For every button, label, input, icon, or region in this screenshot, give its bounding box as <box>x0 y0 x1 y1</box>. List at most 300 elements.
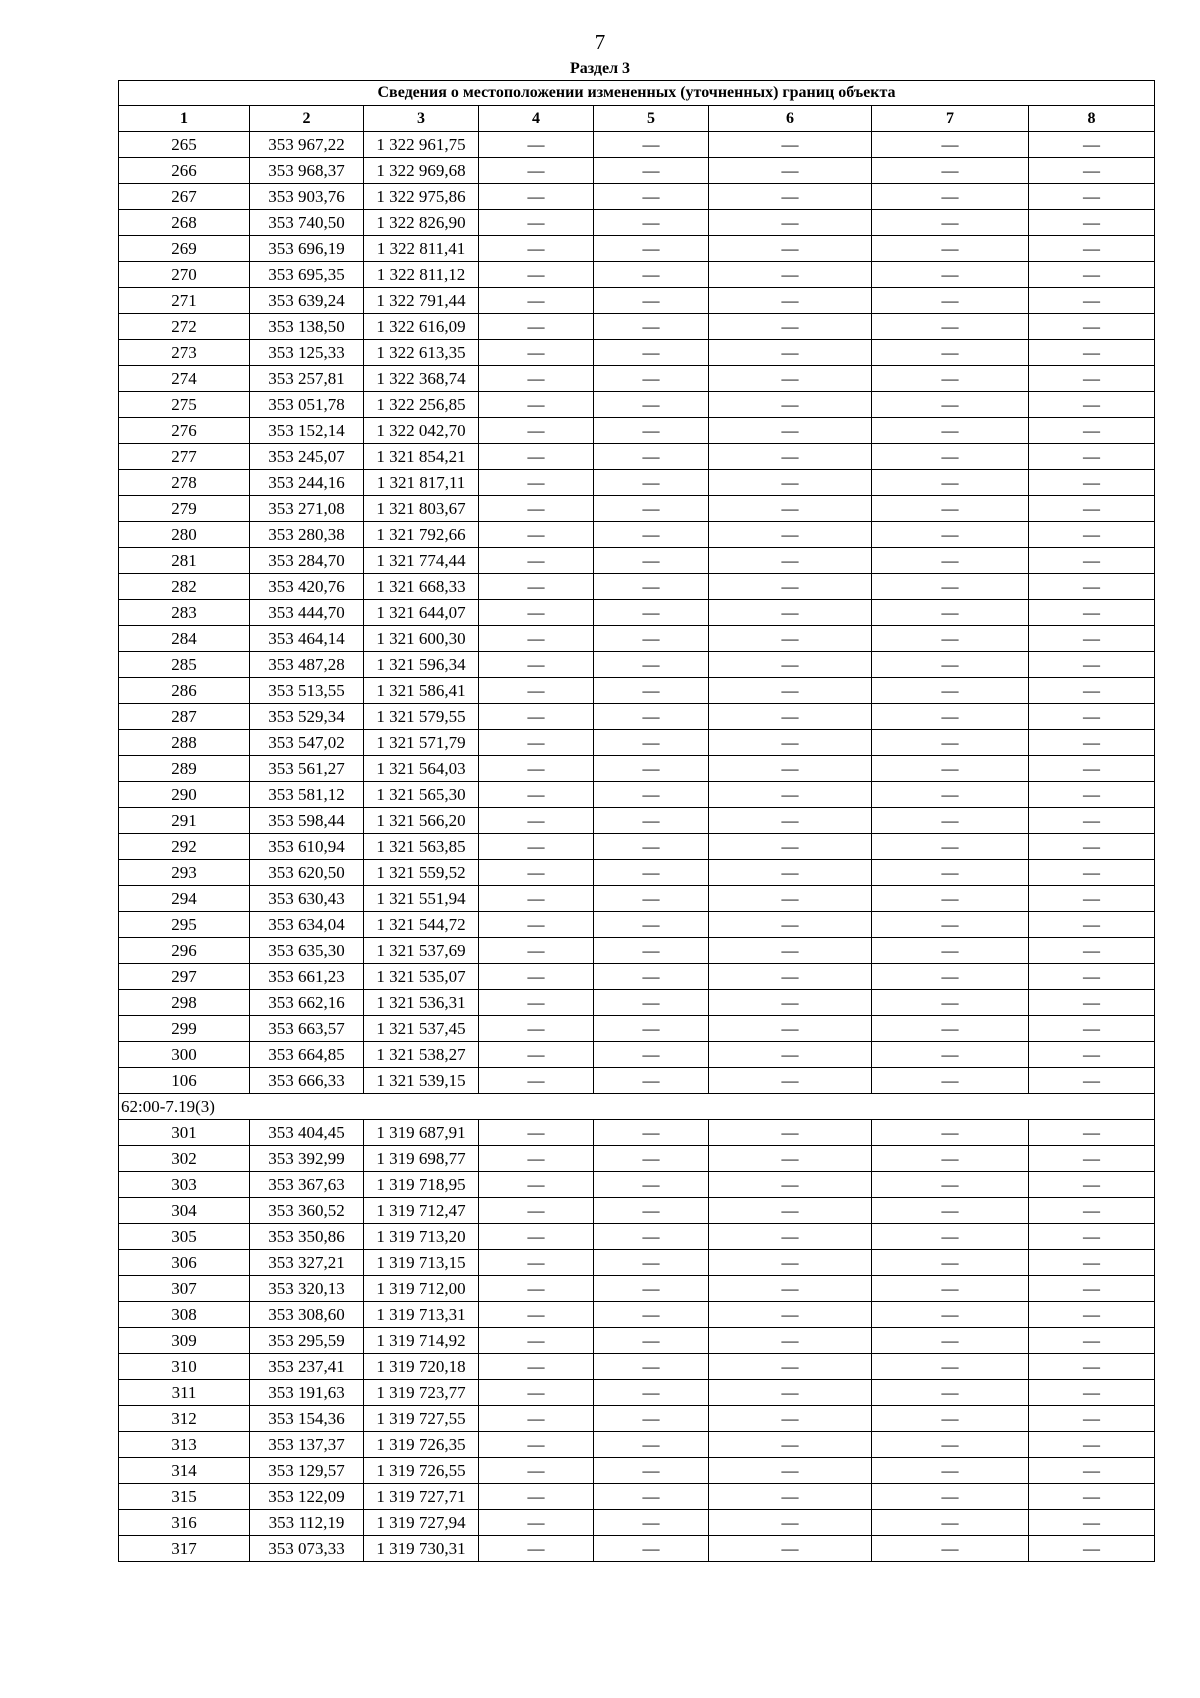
point-number-cell: 310 <box>119 1354 250 1380</box>
empty-mark-cell: — <box>594 990 709 1016</box>
table-body <box>119 132 1155 1562</box>
point-number-cell: 303 <box>119 1172 250 1198</box>
empty-mark-cell: — <box>709 1120 872 1146</box>
empty-mark-cell: — <box>1029 600 1155 626</box>
empty-mark-cell: — <box>709 600 872 626</box>
empty-mark-cell: — <box>709 1354 872 1380</box>
table-row <box>119 600 1155 626</box>
empty-mark-cell: — <box>1029 1536 1155 1562</box>
empty-mark-cell: — <box>872 964 1029 990</box>
empty-mark-cell: — <box>872 340 1029 366</box>
x-coordinate-cell: 353 360,52 <box>250 1198 364 1224</box>
empty-mark-cell: — <box>594 1406 709 1432</box>
point-number-cell: 307 <box>119 1276 250 1302</box>
empty-mark-cell: — <box>872 1536 1029 1562</box>
x-coordinate-cell: 353 051,78 <box>250 392 364 418</box>
column-number: 4 <box>479 106 594 132</box>
empty-mark-cell: — <box>594 444 709 470</box>
empty-mark-cell: — <box>479 1042 594 1068</box>
table-row <box>119 184 1155 210</box>
y-coordinate-cell: 1 319 713,20 <box>364 1224 479 1250</box>
empty-mark-cell: — <box>709 1068 872 1094</box>
point-number-cell: 309 <box>119 1328 250 1354</box>
x-coordinate-cell: 353 284,70 <box>250 548 364 574</box>
empty-mark-cell: — <box>594 808 709 834</box>
point-number-cell: 272 <box>119 314 250 340</box>
y-coordinate-cell: 1 319 713,31 <box>364 1302 479 1328</box>
column-number: 6 <box>709 106 872 132</box>
empty-mark-cell: — <box>872 1458 1029 1484</box>
empty-mark-cell: — <box>1029 158 1155 184</box>
empty-mark-cell: — <box>479 236 594 262</box>
table-row <box>119 158 1155 184</box>
empty-mark-cell: — <box>709 1302 872 1328</box>
empty-mark-cell: — <box>1029 522 1155 548</box>
empty-mark-cell: — <box>709 158 872 184</box>
empty-mark-cell: — <box>872 678 1029 704</box>
empty-mark-cell: — <box>479 574 594 600</box>
empty-mark-cell: — <box>872 704 1029 730</box>
y-coordinate-cell: 1 321 566,20 <box>364 808 479 834</box>
x-coordinate-cell: 353 073,33 <box>250 1536 364 1562</box>
table-caption: Сведения о местоположении измененных (уточненных) границ объекта <box>119 81 1155 106</box>
empty-mark-cell: — <box>594 626 709 652</box>
table-row <box>119 1484 1155 1510</box>
x-coordinate-cell: 353 154,36 <box>250 1406 364 1432</box>
empty-mark-cell: — <box>872 366 1029 392</box>
y-coordinate-cell: 1 319 727,55 <box>364 1406 479 1432</box>
x-coordinate-cell: 353 639,24 <box>250 288 364 314</box>
empty-mark-cell: — <box>594 1354 709 1380</box>
empty-mark-cell: — <box>709 1458 872 1484</box>
point-number-cell: 290 <box>119 782 250 808</box>
empty-mark-cell: — <box>594 912 709 938</box>
y-coordinate-cell: 1 319 687,91 <box>364 1120 479 1146</box>
x-coordinate-cell: 353 237,41 <box>250 1354 364 1380</box>
empty-mark-cell: — <box>872 574 1029 600</box>
empty-mark-cell: — <box>709 756 872 782</box>
empty-mark-cell: — <box>709 1172 872 1198</box>
point-number-cell: 287 <box>119 704 250 730</box>
empty-mark-cell: — <box>594 210 709 236</box>
y-coordinate-cell: 1 321 564,03 <box>364 756 479 782</box>
point-number-cell: 284 <box>119 626 250 652</box>
table-row <box>119 1458 1155 1484</box>
y-coordinate-cell: 1 321 600,30 <box>364 626 479 652</box>
y-coordinate-cell: 1 321 803,67 <box>364 496 479 522</box>
empty-mark-cell: — <box>1029 652 1155 678</box>
empty-mark-cell: — <box>594 132 709 158</box>
column-number-row <box>119 106 1155 132</box>
table-row <box>119 1328 1155 1354</box>
y-coordinate-cell: 1 321 565,30 <box>364 782 479 808</box>
empty-mark-cell: — <box>479 1406 594 1432</box>
x-coordinate-cell: 353 634,04 <box>250 912 364 938</box>
y-coordinate-cell: 1 321 579,55 <box>364 704 479 730</box>
empty-mark-cell: — <box>709 1432 872 1458</box>
x-coordinate-cell: 353 663,57 <box>250 1016 364 1042</box>
table-row <box>119 912 1155 938</box>
table-row <box>119 652 1155 678</box>
empty-mark-cell: — <box>594 392 709 418</box>
empty-mark-cell: — <box>479 210 594 236</box>
empty-mark-cell: — <box>479 1484 594 1510</box>
empty-mark-cell: — <box>1029 1510 1155 1536</box>
empty-mark-cell: — <box>872 236 1029 262</box>
empty-mark-cell: — <box>594 730 709 756</box>
point-number-cell: 283 <box>119 600 250 626</box>
empty-mark-cell: — <box>479 1198 594 1224</box>
empty-mark-cell: — <box>479 262 594 288</box>
empty-mark-cell: — <box>479 1146 594 1172</box>
empty-mark-cell: — <box>479 860 594 886</box>
empty-mark-cell: — <box>479 366 594 392</box>
table-row <box>119 1250 1155 1276</box>
empty-mark-cell: — <box>872 730 1029 756</box>
empty-mark-cell: — <box>872 1328 1029 1354</box>
empty-mark-cell: — <box>872 1380 1029 1406</box>
x-coordinate-cell: 353 295,59 <box>250 1328 364 1354</box>
table-row <box>119 1406 1155 1432</box>
y-coordinate-cell: 1 322 826,90 <box>364 210 479 236</box>
empty-mark-cell: — <box>709 1146 872 1172</box>
empty-mark-cell: — <box>1029 756 1155 782</box>
table-row <box>119 938 1155 964</box>
empty-mark-cell: — <box>872 314 1029 340</box>
point-number-cell: 312 <box>119 1406 250 1432</box>
empty-mark-cell: — <box>479 808 594 834</box>
point-number-cell: 280 <box>119 522 250 548</box>
empty-mark-cell: — <box>479 652 594 678</box>
empty-mark-cell: — <box>479 1120 594 1146</box>
point-number-cell: 276 <box>119 418 250 444</box>
empty-mark-cell: — <box>479 288 594 314</box>
point-number-cell: 278 <box>119 470 250 496</box>
empty-mark-cell: — <box>594 1276 709 1302</box>
x-coordinate-cell: 353 125,33 <box>250 340 364 366</box>
empty-mark-cell: — <box>1029 392 1155 418</box>
empty-mark-cell: — <box>479 444 594 470</box>
x-coordinate-cell: 353 661,23 <box>250 964 364 990</box>
point-number-cell: 308 <box>119 1302 250 1328</box>
empty-mark-cell: — <box>479 990 594 1016</box>
empty-mark-cell: — <box>479 1380 594 1406</box>
point-number-cell: 315 <box>119 1484 250 1510</box>
point-number-cell: 316 <box>119 1510 250 1536</box>
empty-mark-cell: — <box>709 1484 872 1510</box>
empty-mark-cell: — <box>709 834 872 860</box>
empty-mark-cell: — <box>872 288 1029 314</box>
empty-mark-cell: — <box>479 548 594 574</box>
empty-mark-cell: — <box>709 678 872 704</box>
empty-mark-cell: — <box>479 158 594 184</box>
point-number-cell: 300 <box>119 1042 250 1068</box>
y-coordinate-cell: 1 321 537,45 <box>364 1016 479 1042</box>
x-coordinate-cell: 353 392,99 <box>250 1146 364 1172</box>
empty-mark-cell: — <box>709 626 872 652</box>
empty-mark-cell: — <box>872 600 1029 626</box>
y-coordinate-cell: 1 322 613,35 <box>364 340 479 366</box>
empty-mark-cell: — <box>872 860 1029 886</box>
empty-mark-cell: — <box>709 1380 872 1406</box>
empty-mark-cell: — <box>709 470 872 496</box>
x-coordinate-cell: 353 464,14 <box>250 626 364 652</box>
empty-mark-cell: — <box>1029 1276 1155 1302</box>
x-coordinate-cell: 353 444,70 <box>250 600 364 626</box>
empty-mark-cell: — <box>709 392 872 418</box>
empty-mark-cell: — <box>709 1250 872 1276</box>
column-number: 2 <box>250 106 364 132</box>
empty-mark-cell: — <box>594 1224 709 1250</box>
empty-mark-cell: — <box>1029 834 1155 860</box>
empty-mark-cell: — <box>1029 418 1155 444</box>
empty-mark-cell: — <box>872 418 1029 444</box>
empty-mark-cell: — <box>709 366 872 392</box>
empty-mark-cell: — <box>1029 574 1155 600</box>
point-number-cell: 295 <box>119 912 250 938</box>
table-row <box>119 860 1155 886</box>
empty-mark-cell: — <box>1029 470 1155 496</box>
empty-mark-cell: — <box>594 1328 709 1354</box>
empty-mark-cell: — <box>479 496 594 522</box>
table-row <box>119 314 1155 340</box>
empty-mark-cell: — <box>594 1068 709 1094</box>
empty-mark-cell: — <box>872 1354 1029 1380</box>
empty-mark-cell: — <box>709 262 872 288</box>
point-number-cell: 291 <box>119 808 250 834</box>
empty-mark-cell: — <box>479 600 594 626</box>
page-number: 7 <box>594 30 606 54</box>
empty-mark-cell: — <box>594 1172 709 1198</box>
empty-mark-cell: — <box>1029 990 1155 1016</box>
empty-mark-cell: — <box>709 210 872 236</box>
table-row <box>119 1302 1155 1328</box>
y-coordinate-cell: 1 322 042,70 <box>364 418 479 444</box>
empty-mark-cell: — <box>709 964 872 990</box>
empty-mark-cell: — <box>872 1120 1029 1146</box>
empty-mark-cell: — <box>594 1302 709 1328</box>
y-coordinate-cell: 1 319 712,47 <box>364 1198 479 1224</box>
empty-mark-cell: — <box>709 496 872 522</box>
y-coordinate-cell: 1 319 720,18 <box>364 1354 479 1380</box>
y-coordinate-cell: 1 319 713,15 <box>364 1250 479 1276</box>
empty-mark-cell: — <box>594 184 709 210</box>
empty-mark-cell: — <box>709 288 872 314</box>
empty-mark-cell: — <box>872 626 1029 652</box>
empty-mark-cell: — <box>594 938 709 964</box>
table-row <box>119 990 1155 1016</box>
empty-mark-cell: — <box>594 1042 709 1068</box>
empty-mark-cell: — <box>479 1302 594 1328</box>
empty-mark-cell: — <box>479 1250 594 1276</box>
table-row <box>119 704 1155 730</box>
empty-mark-cell: — <box>1029 1120 1155 1146</box>
empty-mark-cell: — <box>709 418 872 444</box>
empty-mark-cell: — <box>594 314 709 340</box>
y-coordinate-cell: 1 321 544,72 <box>364 912 479 938</box>
empty-mark-cell: — <box>594 1510 709 1536</box>
point-number-cell: 273 <box>119 340 250 366</box>
empty-mark-cell: — <box>872 1250 1029 1276</box>
x-coordinate-cell: 353 666,33 <box>250 1068 364 1094</box>
empty-mark-cell: — <box>709 340 872 366</box>
empty-mark-cell: — <box>1029 366 1155 392</box>
empty-mark-cell: — <box>709 886 872 912</box>
y-coordinate-cell: 1 321 774,44 <box>364 548 479 574</box>
empty-mark-cell: — <box>594 886 709 912</box>
empty-mark-cell: — <box>479 938 594 964</box>
point-number-cell: 293 <box>119 860 250 886</box>
empty-mark-cell: — <box>479 184 594 210</box>
point-number-cell: 271 <box>119 288 250 314</box>
point-number-cell: 270 <box>119 262 250 288</box>
empty-mark-cell: — <box>1029 938 1155 964</box>
empty-mark-cell: — <box>709 132 872 158</box>
y-coordinate-cell: 1 321 586,41 <box>364 678 479 704</box>
y-coordinate-cell: 1 321 563,85 <box>364 834 479 860</box>
empty-mark-cell: — <box>872 522 1029 548</box>
empty-mark-cell: — <box>594 1146 709 1172</box>
table-row <box>119 418 1155 444</box>
empty-mark-cell: — <box>1029 496 1155 522</box>
empty-mark-cell: — <box>709 236 872 262</box>
y-coordinate-cell: 1 321 559,52 <box>364 860 479 886</box>
empty-mark-cell: — <box>709 1328 872 1354</box>
y-coordinate-cell: 1 319 723,77 <box>364 1380 479 1406</box>
table-row <box>119 1380 1155 1406</box>
empty-mark-cell: — <box>872 1068 1029 1094</box>
table-row <box>119 1042 1155 1068</box>
empty-mark-cell: — <box>594 418 709 444</box>
table-row <box>119 1198 1155 1224</box>
x-coordinate-cell: 353 968,37 <box>250 158 364 184</box>
empty-mark-cell: — <box>709 912 872 938</box>
empty-mark-cell: — <box>872 1042 1029 1068</box>
empty-mark-cell: — <box>479 1458 594 1484</box>
table-row <box>119 444 1155 470</box>
y-coordinate-cell: 1 319 712,00 <box>364 1276 479 1302</box>
x-coordinate-cell: 353 581,12 <box>250 782 364 808</box>
empty-mark-cell: — <box>479 964 594 990</box>
empty-mark-cell: — <box>594 652 709 678</box>
table-row <box>119 1432 1155 1458</box>
x-coordinate-cell: 353 152,14 <box>250 418 364 444</box>
table-row <box>119 132 1155 158</box>
y-coordinate-cell: 1 321 596,34 <box>364 652 479 678</box>
empty-mark-cell: — <box>1029 1146 1155 1172</box>
point-number-cell: 313 <box>119 1432 250 1458</box>
empty-mark-cell: — <box>594 1250 709 1276</box>
empty-mark-cell: — <box>872 782 1029 808</box>
y-coordinate-cell: 1 321 536,31 <box>364 990 479 1016</box>
empty-mark-cell: — <box>479 132 594 158</box>
y-coordinate-cell: 1 321 551,94 <box>364 886 479 912</box>
table-row <box>119 678 1155 704</box>
empty-mark-cell: — <box>872 990 1029 1016</box>
x-coordinate-cell: 353 327,21 <box>250 1250 364 1276</box>
empty-mark-cell: — <box>1029 1172 1155 1198</box>
empty-mark-cell: — <box>872 1016 1029 1042</box>
column-number: 5 <box>594 106 709 132</box>
empty-mark-cell: — <box>479 1016 594 1042</box>
point-number-cell: 301 <box>119 1120 250 1146</box>
empty-mark-cell: — <box>594 1432 709 1458</box>
empty-mark-cell: — <box>709 184 872 210</box>
point-number-cell: 279 <box>119 496 250 522</box>
x-coordinate-cell: 353 740,50 <box>250 210 364 236</box>
empty-mark-cell: — <box>479 340 594 366</box>
empty-mark-cell: — <box>479 1276 594 1302</box>
table-row <box>119 1172 1155 1198</box>
x-coordinate-cell: 353 112,19 <box>250 1510 364 1536</box>
empty-mark-cell: — <box>1029 1380 1155 1406</box>
empty-mark-cell: — <box>594 1120 709 1146</box>
x-coordinate-cell: 353 547,02 <box>250 730 364 756</box>
table-row <box>119 548 1155 574</box>
empty-mark-cell: — <box>872 1406 1029 1432</box>
y-coordinate-cell: 1 322 368,74 <box>364 366 479 392</box>
y-coordinate-cell: 1 319 727,71 <box>364 1484 479 1510</box>
x-coordinate-cell: 353 695,35 <box>250 262 364 288</box>
point-number-cell: 274 <box>119 366 250 392</box>
y-coordinate-cell: 1 319 727,94 <box>364 1510 479 1536</box>
empty-mark-cell: — <box>709 704 872 730</box>
x-coordinate-cell: 353 610,94 <box>250 834 364 860</box>
empty-mark-cell: — <box>594 704 709 730</box>
empty-mark-cell: — <box>594 756 709 782</box>
y-coordinate-cell: 1 321 644,07 <box>364 600 479 626</box>
empty-mark-cell: — <box>594 1198 709 1224</box>
x-coordinate-cell: 353 630,43 <box>250 886 364 912</box>
empty-mark-cell: — <box>479 1068 594 1094</box>
empty-mark-cell: — <box>872 756 1029 782</box>
column-number: 1 <box>119 106 250 132</box>
empty-mark-cell: — <box>872 938 1029 964</box>
empty-mark-cell: — <box>709 444 872 470</box>
empty-mark-cell: — <box>594 860 709 886</box>
empty-mark-cell: — <box>594 678 709 704</box>
empty-mark-cell: — <box>872 184 1029 210</box>
empty-mark-cell: — <box>709 938 872 964</box>
table-row <box>119 808 1155 834</box>
table-row <box>119 756 1155 782</box>
table-row <box>119 210 1155 236</box>
empty-mark-cell: — <box>594 574 709 600</box>
empty-mark-cell: — <box>709 1042 872 1068</box>
empty-mark-cell: — <box>709 314 872 340</box>
table-row <box>119 782 1155 808</box>
empty-mark-cell: — <box>594 834 709 860</box>
point-number-cell: 302 <box>119 1146 250 1172</box>
empty-mark-cell: — <box>872 210 1029 236</box>
x-coordinate-cell: 353 620,50 <box>250 860 364 886</box>
y-coordinate-cell: 1 322 811,12 <box>364 262 479 288</box>
empty-mark-cell: — <box>479 626 594 652</box>
empty-mark-cell: — <box>872 834 1029 860</box>
y-coordinate-cell: 1 321 668,33 <box>364 574 479 600</box>
empty-mark-cell: — <box>479 730 594 756</box>
point-number-cell: 269 <box>119 236 250 262</box>
empty-mark-cell: — <box>1029 1432 1155 1458</box>
empty-mark-cell: — <box>872 1510 1029 1536</box>
empty-mark-cell: — <box>1029 1068 1155 1094</box>
x-coordinate-cell: 353 308,60 <box>250 1302 364 1328</box>
x-coordinate-cell: 353 320,13 <box>250 1276 364 1302</box>
table-row <box>119 1224 1155 1250</box>
empty-mark-cell: — <box>594 522 709 548</box>
empty-mark-cell: — <box>594 600 709 626</box>
empty-mark-cell: — <box>709 782 872 808</box>
